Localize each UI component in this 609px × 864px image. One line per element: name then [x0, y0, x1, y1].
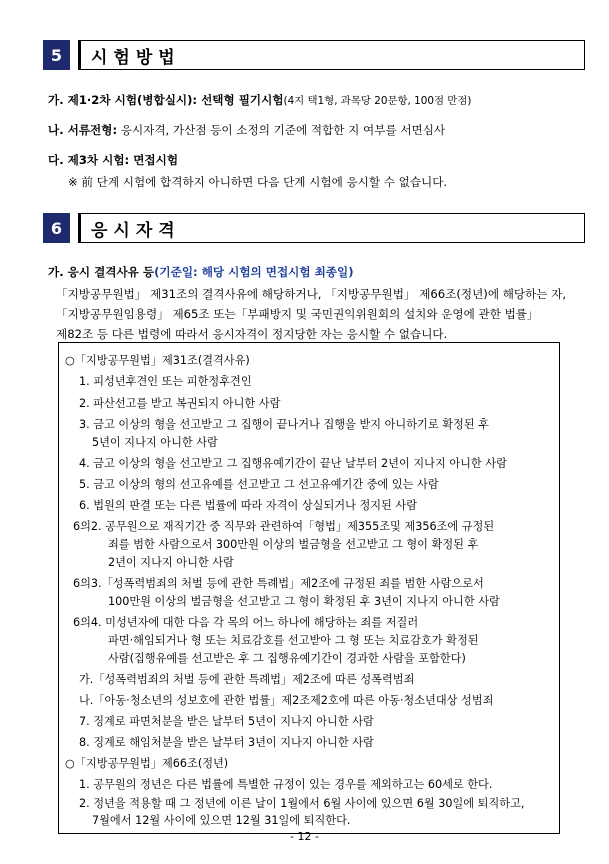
box-item: 1. 공무원의 정년은 다른 법률에 특별한 규정이 있는 경우를 제외하고는 60세로 한다.: [79, 778, 493, 791]
box-item-cont: 사람(집행유예를 선고받은 후 그 집행유예기간이 경과한 사람을 포함한다): [108, 652, 466, 665]
box-item: 4. 금고 이상의 형을 선고받고 그 집행유예기간이 끝난 날부터 2년이 지나지 아니한 사람: [79, 457, 507, 470]
section-title: 시험방법: [78, 40, 585, 70]
box-item: 1. 피성년후견인 또는 피한정후견인: [79, 375, 252, 388]
section-number: 6: [43, 213, 70, 243]
disqualification-box: [58, 342, 560, 834]
box-item-cont: 5년이 지나지 아니한 사람: [92, 436, 218, 449]
box-item-cont: 7월에서 12월 사이에 있으면 12월 31일에 퇴직한다.: [92, 814, 351, 827]
box-subitem: 나.「아동·청소년의 성보호에 관한 법률」제2조제2호에 따른 아동·청소년대상 성범죄: [79, 694, 494, 707]
sec6-item-a: 가. 응시 결격사유 등(기준일: 해당 시험의 면접시험 최종일): [48, 265, 354, 279]
box-item: 8. 징계로 해임처분을 받은 날부터 3년이 지나지 아니한 사람: [79, 736, 374, 749]
box-item: 6의3.「성폭력범죄의 처벌 등에 관한 특례법」제2조에 규정된 죄를 범한 사람으로서: [73, 577, 484, 590]
box-item-cont: 파면·해임되거나 형 또는 치료감호를 선고받아 그 형 또는 치료감호가 확정된: [108, 634, 479, 647]
sec5-item-a: 가. 제1·2차 시험(병합실시): 선택형 필기시험(4지 택1형, 과목당 20문항, 100점 만점): [48, 93, 472, 107]
section-number: 5: [43, 40, 70, 70]
sec5-item-c: 다. 제3차 시험: 면접시험: [48, 153, 179, 167]
box-item: 3. 금고 이상의 형을 선고받고 그 집행이 끝나거나 집행을 받지 아니하기로 확정된 후: [79, 418, 489, 431]
box-heading: ○「지방공무원법」제66조(정년): [65, 757, 229, 770]
box-item-cont: 2년이 지나지 아니한 사람: [108, 556, 234, 569]
sec5-item-b: 나. 서류전형: 응시자격, 가산점 등이 소정의 기준에 적합한 지 여부를 서면심사: [48, 123, 446, 137]
sec6-paragraph-line: 제82조 등 다른 법령에 따라서 응시자격이 정지당한 자는 응시할 수 없습니다.: [56, 327, 448, 341]
box-item: 2. 정년을 적용할 때 그 정년에 이른 날이 1월에서 6월 사이에 있으면 6월 30일에 퇴직하고,: [79, 797, 525, 810]
section-title: 응시자격: [78, 213, 585, 243]
box-heading: ○「지방공무원법」제31조(결격사유): [65, 354, 250, 367]
box-item: 2. 파산선고를 받고 복권되지 아니한 사람: [79, 397, 281, 410]
sec5-note: ※ 前 단계 시험에 합격하지 아니하면 다음 단계 시험에 응시할 수 없습니다.: [68, 175, 448, 189]
box-item: 7. 징계로 파면처분을 받은 날부터 5년이 지나지 아니한 사람: [79, 715, 374, 728]
box-item: 6의4. 미성년자에 대한 다음 각 목의 어느 하나에 해당하는 죄를 저질러: [73, 616, 419, 629]
box-item: 6. 법원의 판결 또는 다른 법률에 따라 자격이 상실되거나 정지된 사람: [79, 499, 418, 512]
sec6-paragraph-line: 「지방공무원법」 제31조의 결격사유에 해당하거나, 「지방공무원법」 제66조(정년)에 해당하는 자,: [56, 287, 567, 301]
box-item-cont: 죄를 범한 사람으로서 300만원 이상의 벌금형을 선고받고 그 형이 확정된 후: [108, 538, 479, 551]
box-item-cont: 100만원 이상의 벌금형을 선고받고 그 형이 확정된 후 3년이 지나지 아니한 사람: [108, 595, 500, 608]
box-item: 5. 금고 이상의 형의 선고유예를 선고받고 그 선고유예기간 중에 있는 사람: [79, 478, 439, 491]
box-subitem: 가.「성폭력범죄의 처벌 등에 관한 특례법」제2조에 따른 성폭력범죄: [79, 673, 415, 686]
page-number: - 12 -: [290, 830, 319, 843]
sec6-paragraph-line: 「지방공무원임용령」 제65조 또는「부패방지 및 국민권익위원회의 설치와 운영에 관한 법률」: [56, 307, 539, 321]
box-item: 6의2. 공무원으로 재직기간 중 직무와 관련하여「형법」제355조및 제356조에 규정된: [73, 520, 495, 533]
